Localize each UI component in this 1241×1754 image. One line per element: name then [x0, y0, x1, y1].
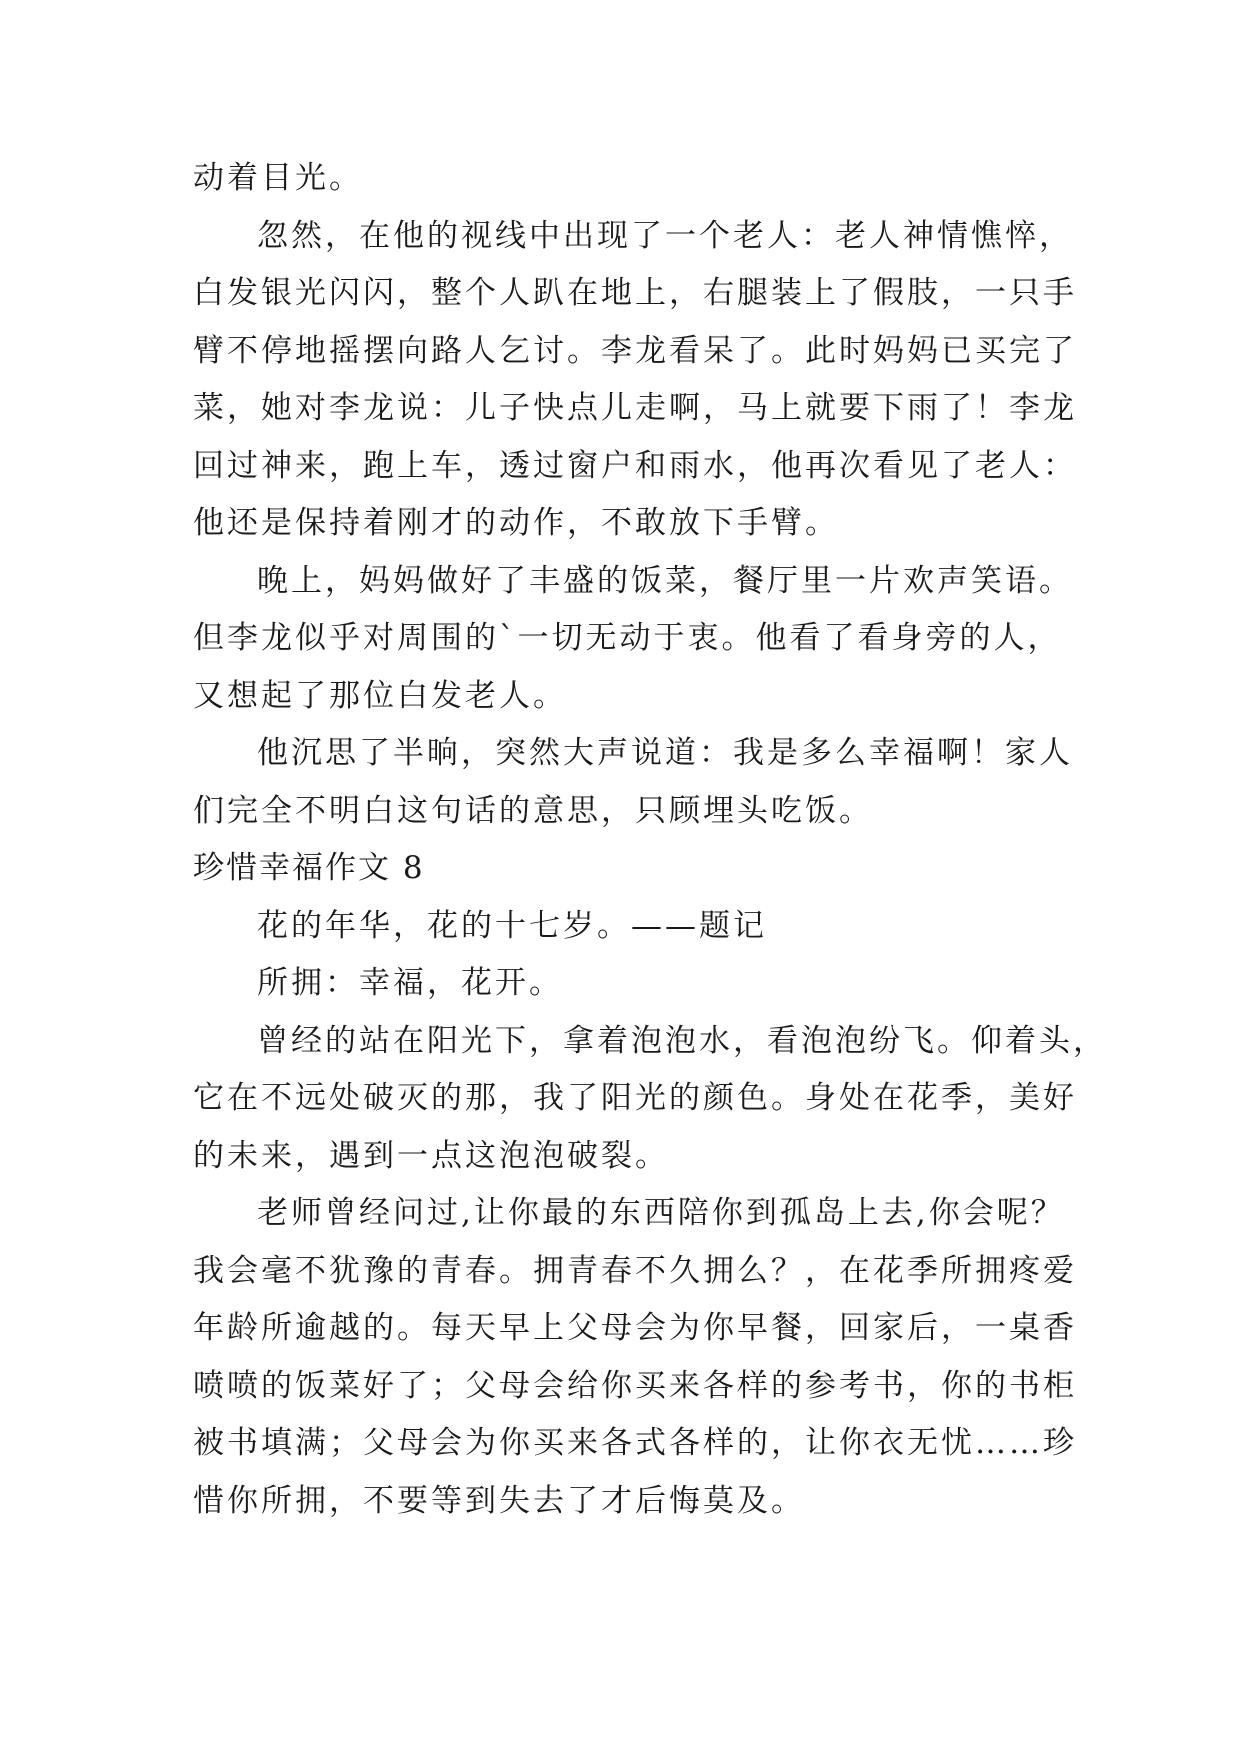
text-line: 的未来，遇到一点这泡泡破裂。: [193, 1137, 669, 1174]
section-heading: 珍惜幸福作文 8: [193, 850, 425, 886]
paragraph-first-line: 老师曾经问过,让你最的东西陪你到孤岛上去,你会呢？: [257, 1195, 1065, 1231]
text-line: 年龄所逾越的。每天早上父母会为你早餐，回家后，一桌香: [193, 1310, 1077, 1346]
paragraph-first-line: 忽然，在他的视线中出现了一个老人：老人神情憔悴，: [257, 217, 1073, 254]
paragraph-first-line: 花的年华，花的十七岁。——题记: [257, 907, 767, 944]
text-line: 回过神来，跑上车，透过窗户和雨水，他再次看见了老人：: [193, 447, 1077, 484]
text-line: 菜，她对李龙说：儿子快点儿走啊，马上就要下雨了！李龙: [193, 390, 1077, 426]
text-line: 臂不停地摇摆向路人乞讨。李龙看呆了。此时妈妈已买完了: [193, 332, 1077, 369]
paragraph-first-line: 他沉思了半晌，突然大声说道：我是多么幸福啊！家人: [257, 735, 1073, 771]
text-line: 又想起了那位白发老人。: [193, 677, 567, 714]
text-line: 我会毫不犹豫的青春。拥青春不久拥么？，在花季所拥疼爱: [193, 1252, 1077, 1289]
text-line: 喷喷的饭菜好了；父母会给你买来各样的参考书，你的书柜: [193, 1367, 1077, 1404]
text-line: 惜你所拥，不要等到失去了才后悔莫及。: [193, 1482, 805, 1519]
text-line: 但李龙似乎对周围的`一切无动于衷。他看了看身旁的人，: [193, 620, 1062, 656]
text-line: 它在不远处破灭的那，我了阳光的颜色。身处在花季，美好: [193, 1080, 1077, 1116]
text-line: 们完全不明白这句话的意思，只顾埋头吃饭。: [193, 792, 873, 829]
paragraph-first-line: 曾经的站在阳光下，拿着泡泡水，看泡泡纷飞。仰着头，: [257, 1022, 1107, 1059]
text-line: 被书填满；父母会为你买来各式各样的，让你衣无忧……珍: [193, 1425, 1077, 1461]
document-page: [193, 150, 1107, 1530]
text-line: 白发银光闪闪，整个人趴在地上，右腿装上了假肢，一只手: [193, 275, 1077, 311]
paragraph-first-line: 所拥：幸福，花开。: [257, 965, 563, 1001]
text-line: 他还是保持着刚才的动作，不敢放下手臂。: [193, 505, 839, 541]
paragraph-first-line: 晚上，妈妈做好了丰盛的饭菜，餐厅里一片欢声笑语。: [257, 562, 1073, 599]
text-line: 动着目光。: [193, 160, 363, 196]
